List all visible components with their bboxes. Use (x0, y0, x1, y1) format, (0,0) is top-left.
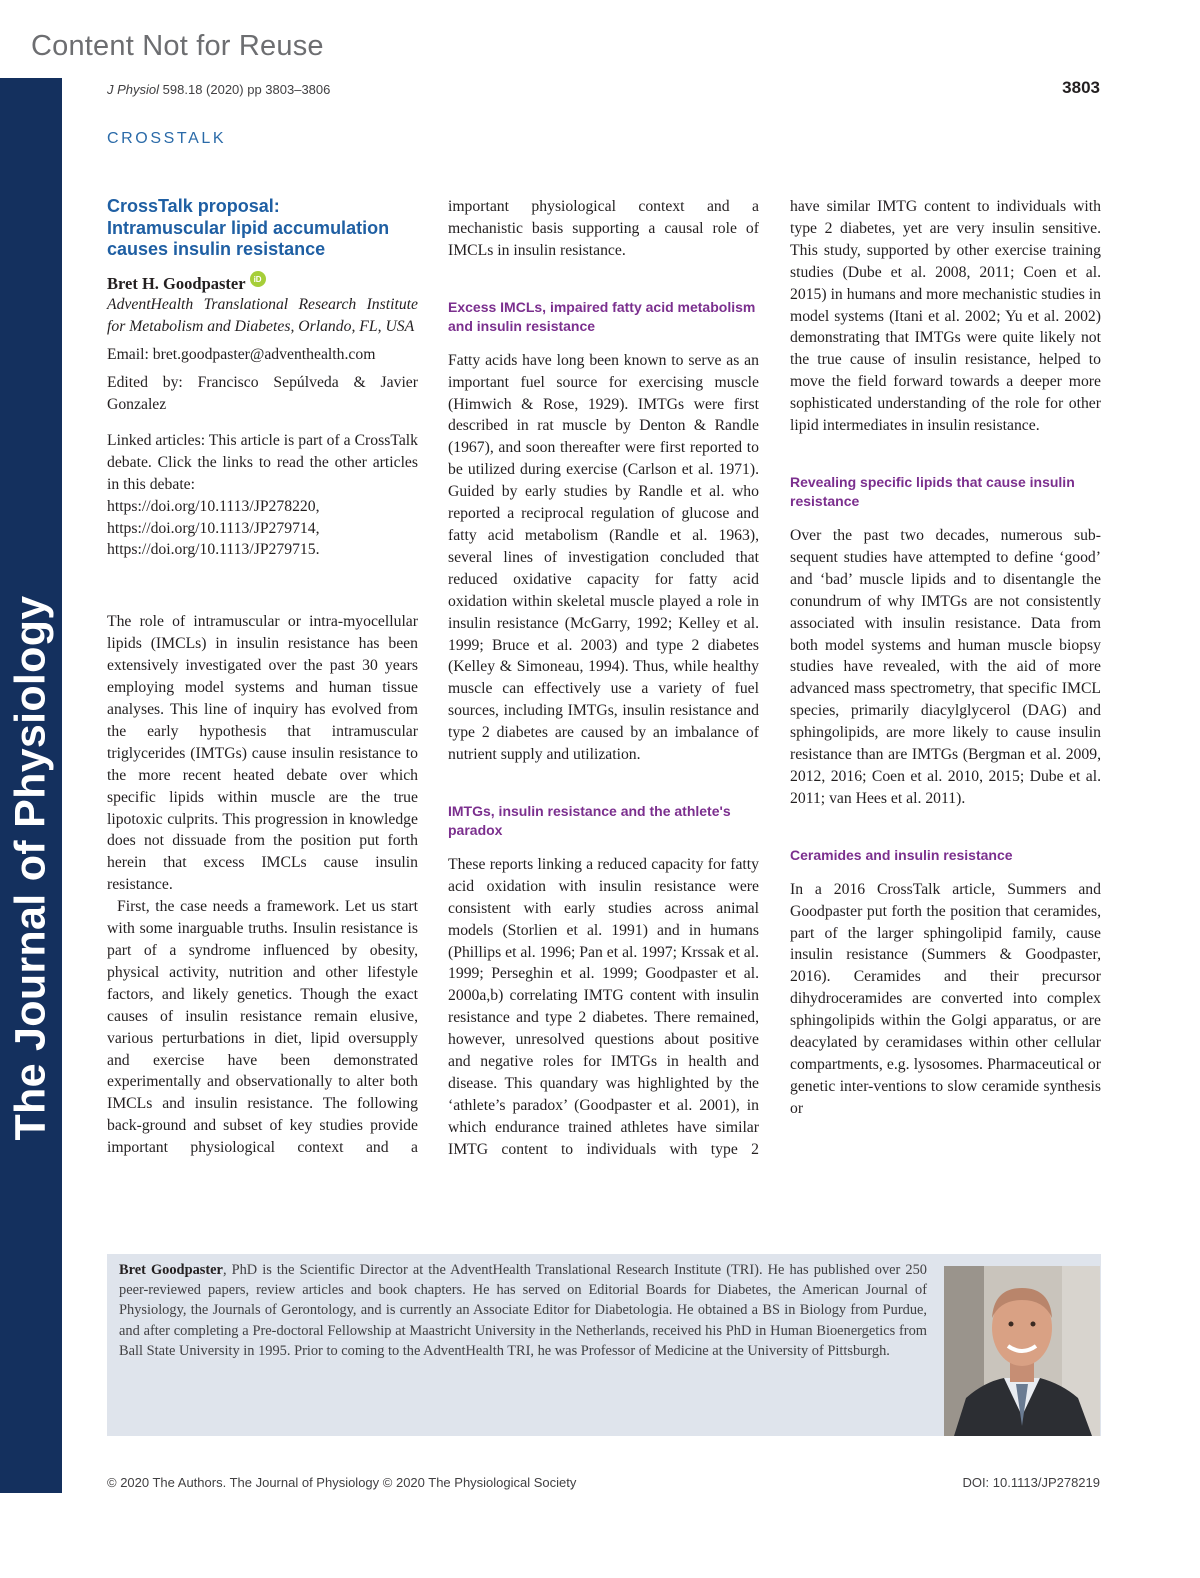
watermark-text: Content Not for Reuse (31, 30, 324, 62)
section-heading: Revealing specific lipids that cause insulin resistance (790, 473, 1075, 509)
body-paragraph: The role of intramuscular or intra-myocellular lipids (IMCLs) in insulin resistance has been extensively investigated over the past 30 years employing model systems and human tissue analyses. This line of inquiry has evolved from the early hypothesis that intramuscular triglycerides (IMTGs) cause insulin resistance to the more recent heated debate over which specific lipids within muscle are the true lipotoxic culprits. This progression in knowledge does not dissuade from the position put forth herein that excess IMCLs cause insulin resistance. (107, 613, 418, 894)
edited-by: Edited by: Francisco Sepúlveda & Javier Gonzalez (107, 374, 418, 414)
body-paragraph: In a 2016 CrossTalk article, Summers and Goodpaster put forth the position that ceramides, part of the larger sphingolipid family, cause insulin resistance (Summers & Goodpaster, 2016). Ceramides and their precursor dihydroceramides are converted into complex sphingolipids within the Golgi apparatus, or are deacylated by ceramidases within other cellular compartments, e.g. lysosomes. Pharmaceutical or genetic inter-ventions to slow ceramide synthesis or (790, 880, 1101, 1117)
body-paragraph: Over the past two decades, numerous sub-sequent studies have attempted to define ‘good’ and ‘bad’ muscle lipids and to disentangle the conundrum of why IMTGs are not consistently associated with insulin resistance. Data from both model systems and human muscle biopsy studies have revealed, with the aid of more advanced mass spectrometry, that specific IMCL species, primarily diacylglycerol (DAG) and sphingolipids, are more likely to cause insulin resistance than are IMTGs (Bergman et al. 2009, 2012, 2016; Coen et al. 2010, 2015; Dube et al. 2011; van Hees et al. 2011). (790, 526, 1101, 807)
section-heading: Ceramides and insulin resistance (790, 846, 1013, 863)
page-number: 3803 (1062, 78, 1100, 97)
bio-author-name: Bret Goodpaster (119, 1262, 223, 1278)
linked-articles (107, 430, 418, 561)
title-line-2: Intramuscular lipid accumulation (107, 217, 390, 238)
body-paragraph-continued: have similar IMTG content to individuals with type 2 diabetes, yet are very insulin sensitive. This study, supported by other exercise training studies (Dube et al. 2008, 2011; Coen et al. 2015) in humans and more mechanistic studies in model systems (Itani et al. 2002; Yu et al. 2002) demonstrating that IMTGs were quite likely not the true cause of insulin resistance, helped to move the field forward towards a deeper more sophisticated understanding of the role for other lipid intermediates in insulin resistance. (790, 198, 1101, 435)
linked-article-link[interactable]: https://doi.org/10.1113/JP279714, (107, 519, 320, 537)
body-paragraph: Fatty acids have long been known to serve as an important fuel source for exercising muscle (Himwich & Rose, 1929). IMTGs were first described in rat muscle by Denton & Randle (1967), and soon thereafter were first reported to be utilized during exercise (Carlson et al. 1971). Guided by early studies by Randle et al. who reported a reciprocal regulation of glucose and fatty acid metabolism (Randle et al. 1963), several lines of investigation concluded that reduced oxidative capacity for fatty acid oxidation within skeletal muscle played a role in insulin resistance (McGarry, 1992; Kelley et al. 1999; Bruce et al. 2003) and type 2 diabetes (Kelley & Simoneau, 1994). Thus, while healthy muscle can effectively use a variety of fuel sources, including IMTGs, insulin resistance and type 2 diabetes are caused by an imbalance of nutrient supply and utilization. (448, 351, 759, 764)
column-1 (107, 196, 418, 1158)
citation: 598.18 (2020) pp 3803–3806 (162, 82, 331, 97)
column-2 (448, 196, 759, 1161)
section-heading: IMTGs, insulin resistance and the athlete's paradox (448, 802, 731, 838)
linked-article-link[interactable]: https://doi.org/10.1113/JP279715. (107, 541, 320, 559)
author-photo (944, 1266, 1100, 1436)
title-line-3: causes insulin resistance (107, 239, 326, 259)
body-paragraph: First, the case needs a framework. Let us start with some inarguable truths. Insulin resistance is part of a syndrome influenced by obesity, physical activity, nutrition and other lifestyle factors, and likely genetics. Though the exact causes of insulin resistance remain elusive, various perturbations in diet, lipid oversupply and exercise have been demonstrated experimentally and observationally to alter both IMCLs and insulin resistance. The following back-ground and subset of key studies provide important physiological context and a (107, 898, 418, 1157)
running-head (107, 82, 330, 97)
column-3 (790, 196, 1101, 1120)
linked-articles-text: Linked articles: This article is part of a CrossTalk debate. Click the links to read the other articles in this debate: (107, 431, 418, 493)
linked-article-link[interactable]: https://doi.org/10.1113/JP278220, (107, 497, 320, 515)
author-bio (119, 1260, 927, 1361)
journal-name: The Journal of Physiology (6, 595, 55, 1141)
author-name (107, 273, 418, 295)
body-paragraph: These reports linking a reduced capacity for fatty acid oxidation with insulin resistance were consistent with early studies across animal models (Storlien et al. 1991) and in humans (Phillips et al. 1996; Pan et al. 1997; Krssak et al. 1999; Perseghin et al. 1999; Goodpaster et al. 2000a,b) correlating IMTG content with insulin resistance and type 2 diabetes. There remained, however, unresolved questions about positive and negative roles for IMTGs in health and disease. This quandary was highlighted by the ‘athlete’s paradox’ (Goodpaster et al. 2001), in which endurance trained athletes have similar IMTG content to individuals with type 2 (448, 855, 759, 1158)
orcid-icon[interactable]: iD (250, 271, 266, 287)
journal-sidebar (0, 78, 62, 1493)
section-label: CROSSTALK (107, 130, 227, 147)
title-line-1: CrossTalk proposal: (107, 196, 280, 216)
journal-abbrev: J Physiol (107, 82, 160, 97)
author-affiliation: AdventHealth Translational Research Institute for Metabolism and Diabetes, Orlando, FL, USA (107, 296, 418, 336)
article-title (107, 196, 418, 261)
copyright-notice: © 2020 The Authors. The Journal of Physiology © 2020 The Physiological Society (107, 1475, 577, 1490)
author-bio-box (107, 1254, 1101, 1436)
author-name-text: Bret H. Goodpaster (107, 273, 246, 293)
author-email[interactable]: Email: bret.goodpaster@adventhealth.com (107, 346, 376, 364)
body-paragraph-continued: important physiological context and a mechanistic basis supporting a causal role of IMCLs in insulin resistance. (448, 198, 759, 259)
section-heading: Excess IMCLs, impaired fatty acid metabolism and insulin resistance (448, 298, 756, 334)
bio-text: , PhD is the Scientific Director at the AdventHealth Translational Research Institute (TRI). He has published over 250 peer-reviewed papers, review articles and book chapters. He has served on Editorial Boards for Diabetes, the American Journal of Physiology, the Journals of Gerontology, and is currently an Associate Editor for Diabetologia. He obtained a BS in Biology from Purdue, and after completing a Pre-doctoral Fellowship at Maastricht University in the Netherlands, received his PhD in Human Bioenergetics from Ball State University in 1995. Prior to coming to the AdventHealth TRI, he was Professor of Medicine at the University of Pittsburgh. (119, 1262, 927, 1359)
doi[interactable]: DOI: 10.1113/JP278219 (962, 1475, 1100, 1490)
